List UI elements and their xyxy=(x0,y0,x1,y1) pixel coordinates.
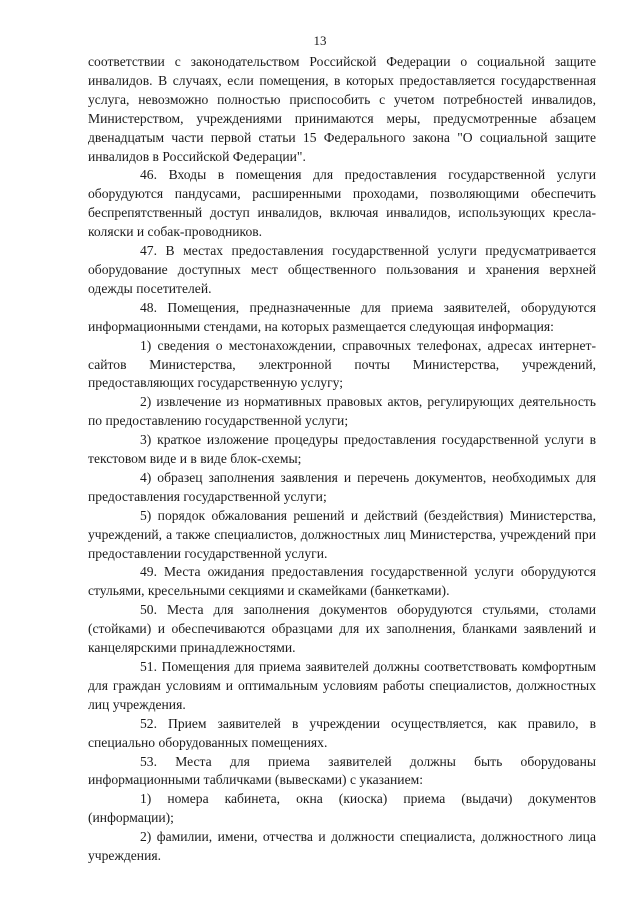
paragraph-50: 50. Места для заполнения документов оборудуются стульями, столами (стойками) и обеспечиваются образцами для их заполнения, бланками заявлений и канцелярскими принадлежностями. xyxy=(88,602,596,656)
paragraph-48-item-1: 1) сведения о местонахождении, справочных телефонах, адресах интернет-сайтов Министерства, электронной почты Министерства, учреждений, предоставляющих государственную услугу; xyxy=(88,337,596,391)
paragraph-49: 49. Места ожидания предоставления государственной услуги оборудуются стульями, кресельными секциями и скамейками (банкетками). xyxy=(88,564,596,599)
paragraph-48-item-4: 4) образец заполнения заявления и перечень документов, необходимых для предоставления государственной услуги; xyxy=(88,469,596,504)
paragraph-48-item-2: 2) извлечение из нормативных правовых актов, регулирующих деятельность по предоставлению государственной услуги; xyxy=(88,394,596,429)
paragraph-48: 48. Помещения, предназначенные для приема заявителей, оборудуются информационными стендами, на которых размещается следующая информация: xyxy=(88,299,596,334)
paragraph-53-item-1: 1) номера кабинета, окна (киоска) приема (выдачи) документов (информации); xyxy=(88,791,596,826)
paragraph-52: 52. Прием заявителей в учреждении осуществляется, как правило, в специально оборудованных помещениях. xyxy=(88,715,596,750)
page-number: 13 xyxy=(313,33,327,48)
paragraph-48-item-3: 3) краткое изложение процедуры предоставления государственной услуги в текстовом виде и в виде блок-схемы; xyxy=(88,432,596,467)
paragraph-48-item-5: 5) порядок обжалования решений и действий (бездействия) Министерства, учреждений, а также специалистов, должностных лиц Министерства, учреждений при предоставлении государственной услуги. xyxy=(88,507,596,561)
paragraph-47: 47. В местах предоставления государственной услуги предусматривается оборудование доступных мест общественного пользования и хранения верхней одежды посетителей. xyxy=(88,243,596,296)
paragraph-46: 46. Входы в помещения для предоставления государственной услуги оборудуются пандусами, расширенными проходами, позволяющими обеспечить беспрепятственный доступ инвалидов, включая инвалидов, использующих кресла-коляски и собак-проводников. xyxy=(88,167,596,240)
paragraph-53: 53. Места для приема заявителей должны быть оборудованы информационными табличками (вывесками) с указанием: xyxy=(88,753,596,788)
paragraph-53-item-2: 2) фамилии, имени, отчества и должности специалиста, должностного лица учреждения. xyxy=(88,829,596,864)
paragraph-continuation: соответствии с законодательством Российской Федерации о социальной защите инвалидов. В случаях, если помещения, в которых предоставляется государственная услуга, невозможно полностью приспособить с учетом потребностей инвалидов, Министерством, учреждениями принимаются меры, предусмотренные абзацем двенадцатым части первой статьи 15 Федерального закона "О социальной защите инвалидов в Российской Федерации". xyxy=(88,54,596,164)
document-body xyxy=(88,53,596,866)
paragraph-51: 51. Помещения для приема заявителей должны соответствовать комфортным для граждан условиям и оптимальным условиям работы специалистов, должностных лиц учреждения. xyxy=(88,659,596,712)
